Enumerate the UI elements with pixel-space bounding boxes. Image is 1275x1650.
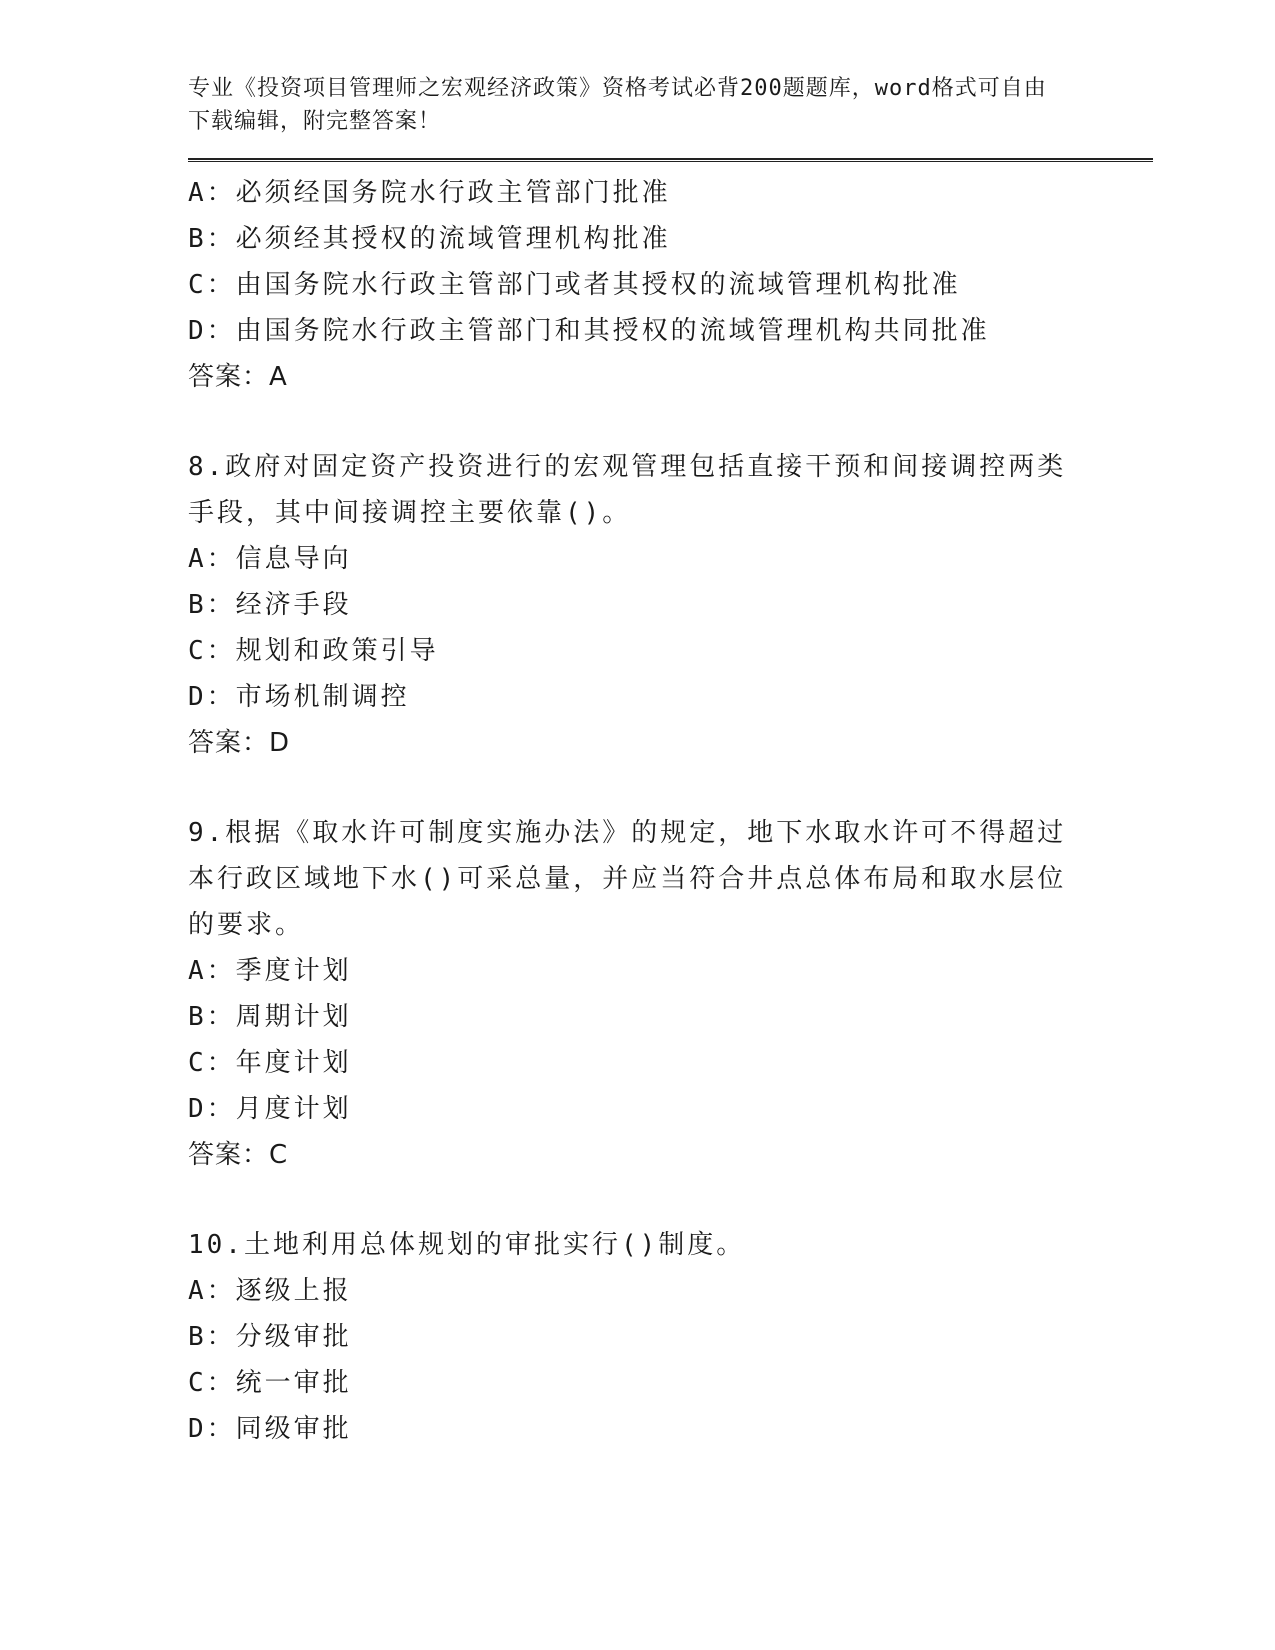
answer-line: 答案：D [188,728,291,758]
option-a: A：信息导向 [188,544,352,574]
answer-line: 答案：A [188,362,288,392]
question-block [188,444,1153,766]
option-b: B：周期计划 [188,1002,352,1032]
answer-line: 答案：C [188,1140,289,1170]
option-d: D：市场机制调控 [188,682,410,712]
option-a: A：季度计划 [188,956,352,986]
option-b: B：分级审批 [188,1322,352,1352]
question-text: 9.根据《取水许可制度实施办法》的规定，地下水取水许可不得超过本行政区域地下水()可采总量，并应当符合井点总体布局和取水层位的要求。 [188,818,1067,940]
option-b: B：必须经其授权的流域管理机构批准 [188,224,671,254]
question-block [188,170,1153,400]
option-c: C：统一审批 [188,1368,352,1398]
option-a: A：逐级上报 [188,1276,352,1306]
option-c: C：由国务院水行政主管部门或者其授权的流域管理机构批准 [188,270,961,300]
question-text: 8.政府对固定资产投资进行的宏观管理包括直接干预和间接调控两类手段，其中间接调控主要依靠()。 [188,452,1067,528]
document-header: 专业《投资项目管理师之宏观经济政策》资格考试必背200题题库，word格式可自由下载编辑，附完整答案！ [188,76,1047,134]
question-block [188,1222,1153,1452]
option-a: A：必须经国务院水行政主管部门批准 [188,178,671,208]
question-text: 10.土地利用总体规划的审批实行()制度。 [188,1230,746,1260]
option-c: C：规划和政策引导 [188,636,439,666]
option-c: C：年度计划 [188,1048,352,1078]
spacer [188,1178,1153,1222]
spacer [188,766,1153,810]
header-divider [188,158,1153,162]
option-b: B：经济手段 [188,590,352,620]
question-block [188,810,1153,1178]
document-page [188,72,1153,1452]
option-d: D：同级审批 [188,1414,352,1444]
option-d: D：月度计划 [188,1094,352,1124]
option-d: D：由国务院水行政主管部门和其授权的流域管理机构共同批准 [188,316,990,346]
spacer [188,400,1153,444]
